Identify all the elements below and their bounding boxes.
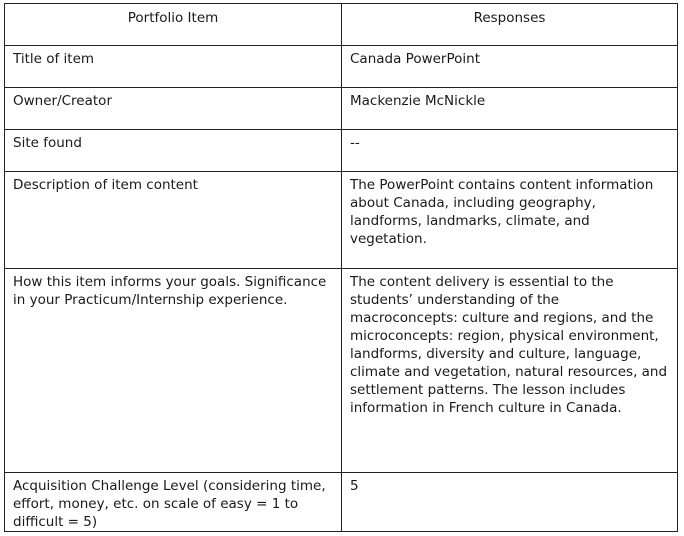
response-cell: --	[342, 130, 678, 172]
table-header-row	[5, 4, 678, 46]
item-cell: Description of item content	[5, 172, 342, 269]
response-cell: The PowerPoint contains content information about Canada, including geography, landforms, landmarks, climate, and vegetation.	[342, 172, 678, 269]
item-cell: Acquisition Challenge Level (considering time, effort, money, etc. on scale of easy = 1 to difficult = 5)	[5, 473, 342, 532]
table-row	[5, 473, 678, 532]
column-header-portfolio-item: Portfolio Item	[5, 4, 342, 46]
item-cell: Owner/Creator	[5, 88, 342, 130]
table-row	[5, 130, 678, 172]
response-cell: Canada PowerPoint	[342, 46, 678, 88]
response-cell: Mackenzie McNickle	[342, 88, 678, 130]
table-row	[5, 46, 678, 88]
table-row	[5, 88, 678, 130]
portfolio-table	[4, 3, 678, 532]
table-row	[5, 269, 678, 473]
item-cell: Site found	[5, 130, 342, 172]
item-cell: How this item informs your goals. Significance in your Practicum/Internship experience.	[5, 269, 342, 473]
item-cell: Title of item	[5, 46, 342, 88]
table-row	[5, 172, 678, 269]
response-cell: The content delivery is essential to the students’ understanding of the macroconcepts: culture and regions, and the microconcepts: region, physical environment, landforms, diversity and culture, language, climate and vegetation, natural resources, and settlement patterns. The lesson includes information in French culture in Canada.	[342, 269, 678, 473]
response-cell: 5	[342, 473, 678, 532]
column-header-responses: Responses	[342, 4, 678, 46]
